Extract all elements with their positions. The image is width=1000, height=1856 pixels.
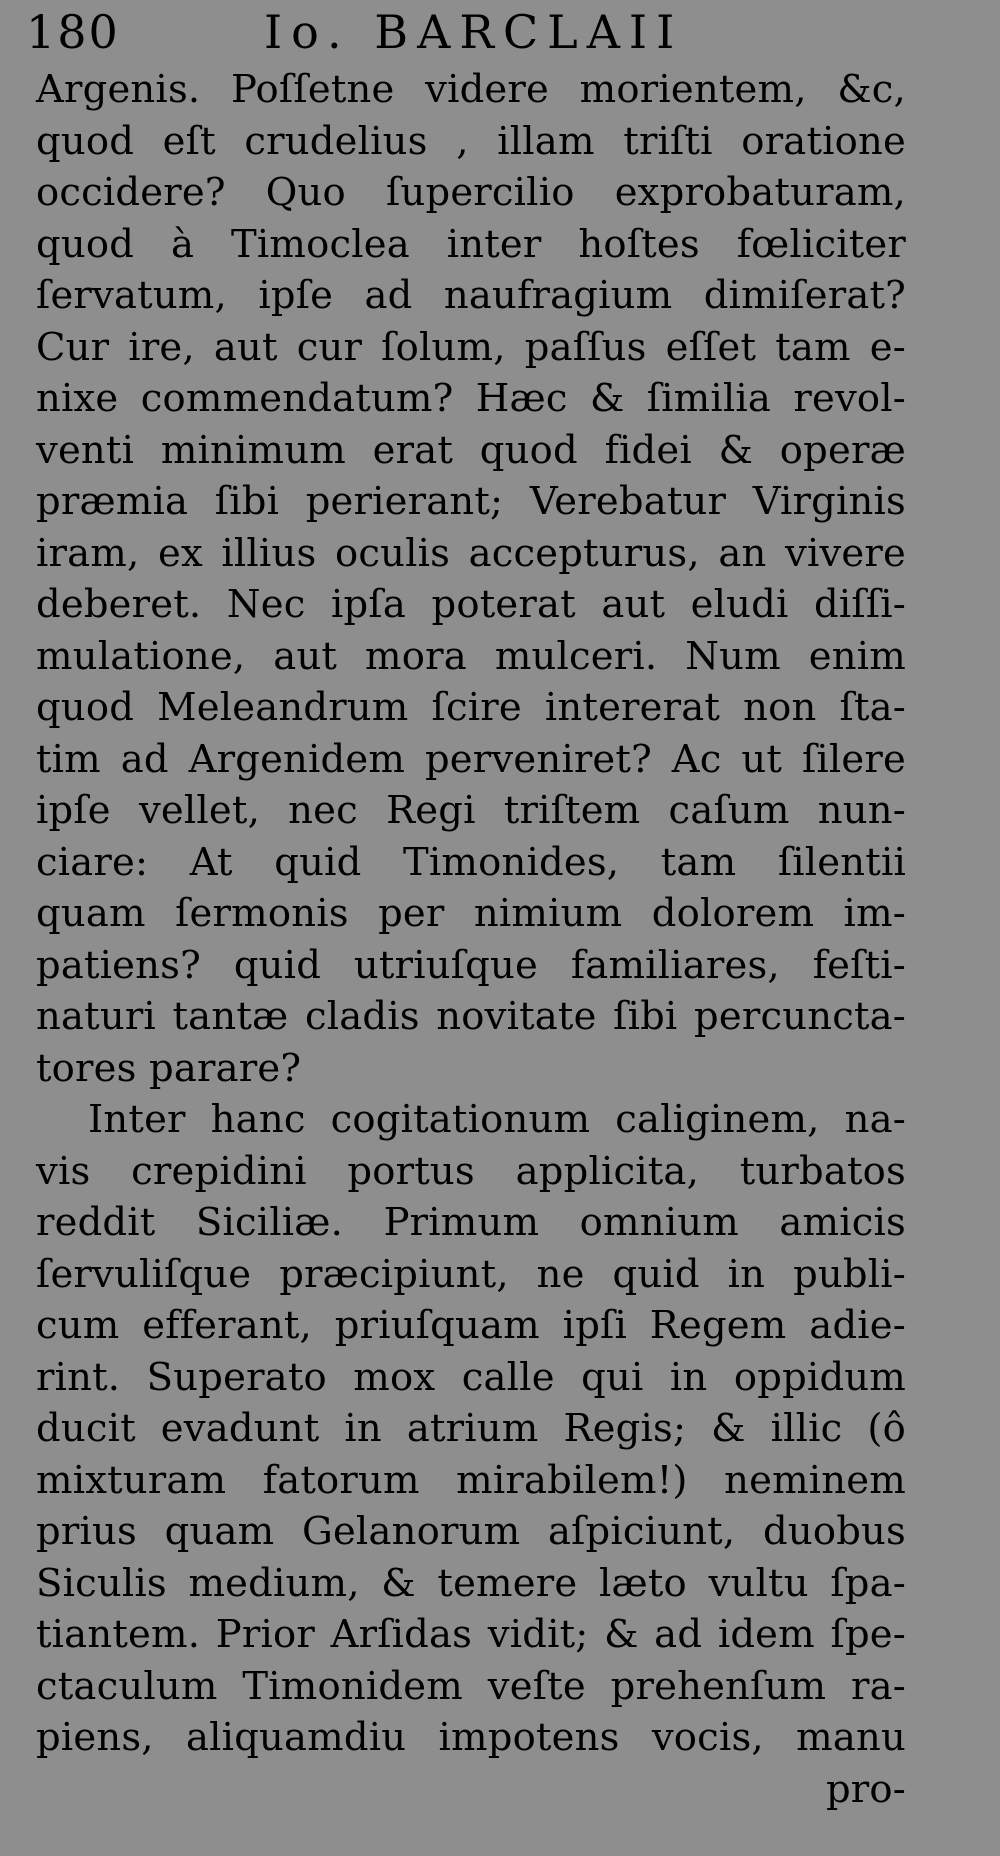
text-line: quod eſt crudelius , illam triſti oratione [36, 118, 906, 164]
text-line: nixe commendatum? Hæc & ſimilia revol- [36, 376, 906, 421]
text-line: quod Meleandrum ſcire intererat non ſta- [36, 685, 906, 730]
text-line: patiens? quid utriuſque familiares, feſti- [36, 942, 906, 988]
text-line: ipſe vellet, nec Regi triſtem caſum nun- [36, 788, 906, 833]
text-line: quam ſermonis per nimium dolorem im- [36, 891, 906, 936]
text-line: tim ad Argenidem perveniret? Ac ut ſilere [36, 736, 906, 782]
text-line: tiantem. Prior Arſidas vidit; & ad idem ſpe- [36, 1612, 906, 1657]
text-line: ciare: At quid Timonides, tam ſilentii [36, 839, 906, 885]
text-line: ſervuliſque præcipiunt, ne quid in publi- [36, 1251, 906, 1297]
page-number: 180 [26, 5, 120, 59]
text-line: quod à Timoclea inter hoſtes fœliciter [36, 221, 906, 267]
page-header [26, 6, 966, 58]
text-line: ſervatum, ipſe ad naufragium dimiſerat? [36, 273, 906, 318]
paragraph-end-line: tores parare? [36, 1045, 302, 1091]
text-line: reddit Siciliæ. Primum omnium amicis [36, 1200, 906, 1245]
text-line: iram, ex illius oculis accepturus, an vivere [36, 530, 906, 576]
text-line: mulatione, aut mora mulceri. Num enim [36, 633, 906, 679]
text-line: vis crepidini portus applicita, turbatos [36, 1148, 906, 1194]
text-line: prius quam Gelanorum aſpiciunt, duobus [36, 1509, 906, 1554]
text-line: Siculis medium, & temere læto vultu ſpa- [36, 1560, 906, 1606]
text-line: cum efferant, priuſquam ipſi Regem adie- [36, 1303, 906, 1348]
text-line: ducit evadunt in atrium Regis; & illic (ô [36, 1406, 906, 1451]
body-text [36, 64, 906, 1815]
text-line: deberet. Nec ipſa poterat aut eludi diſſi- [36, 582, 906, 627]
paragraph-start-line: Inter hanc cogitationum caliginem, na- [88, 1097, 906, 1142]
text-line: Cur ire, aut cur ſolum, paſſus eſſet tam e- [36, 324, 906, 370]
text-line: occidere? Quo ſupercilio exprobaturam, [36, 170, 906, 215]
text-line: rint. Superato mox calle qui in oppidum [36, 1354, 906, 1400]
running-head: Io. BARCLAII [264, 5, 684, 59]
text-line: Argenis. Poſſetne videre morientem, &c, [36, 67, 906, 112]
catchword: pro- [825, 1766, 906, 1812]
text-line: mixturam fatorum mirabilem!) neminem [36, 1457, 906, 1503]
text-line: ctaculum Timonidem veſte prehenſum ra- [36, 1663, 906, 1709]
text-line: piens, aliquamdiu impotens vocis, manu [36, 1715, 906, 1760]
text-line: naturi tantæ cladis novitate ſibi percunctа- [36, 994, 906, 1039]
text-line: venti minimum erat quod fidei & operæ [36, 427, 906, 473]
text-line: præmia ſibi perierant; Verebatur Virginis [36, 479, 906, 524]
